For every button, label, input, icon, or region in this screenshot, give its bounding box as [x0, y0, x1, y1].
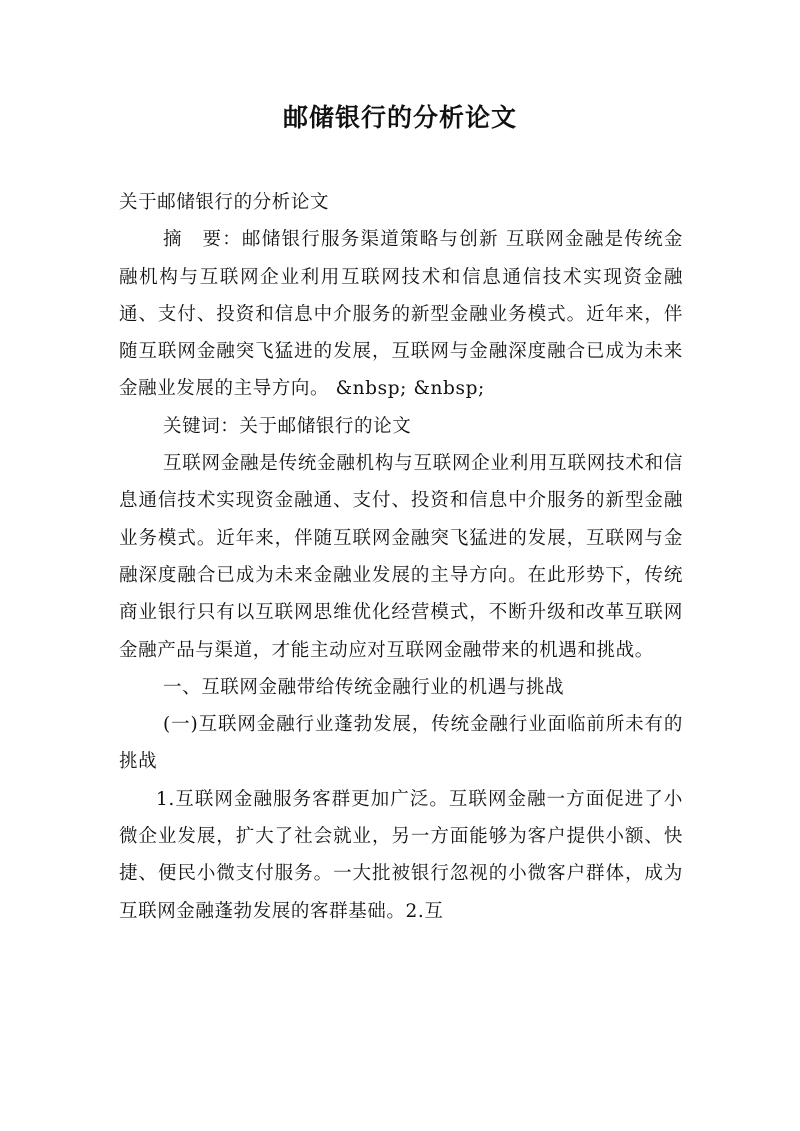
body-paragraph-2: 1.互联网金融服务客群更加广泛。互联网金融一方面促进了小微企业发展，扩大了社会就业，另一方面能够为客户提供小额、快捷、便民小微支付服务。一大批被银行忽视的小微客户群体，成为互联网金融蓬勃发展的客群基础。2.互 — [119, 788, 683, 922]
abstract-paragraph: 摘 要：邮储银行服务渠道策略与创新 互联网金融是传统金融机构与互联网企业利用互联网技术和信息通信技术实现资金融通、支付、投资和信息中介服务的新型金融业务模式。近年来，伴随互联网金融突飞猛进的发展，互联网与金融深度融合已成为未来金融业发展的主导方向。 &nbsp; &nbsp; — [119, 229, 683, 400]
section-heading-1: 一、互联网金融带给传统金融行业的机遇与挑战 — [163, 676, 565, 698]
keywords-paragraph: 关键词：关于邮储银行的论文 — [163, 415, 412, 437]
section-heading-2: (一)互联网金融行业蓬勃发展，传统金融行业面临前所未有的挑战 — [119, 714, 683, 773]
document-title: 邮储银行的分析论文 — [282, 103, 517, 132]
body-paragraph-1: 互联网金融是传统金融机构与互联网企业利用互联网技术和信息通信技术实现资金融通、支付、投资和信息中介服务的新型金融业务模式。近年来，伴随互联网金融突飞猛进的发展，互联网与金融深度融合已成为未来金融业发展的主导方向。在此形势下，传统商业银行只有以互联网思维优化经营模式，不断升级和改革互联网金融产品与渠道，才能主动应对互联网金融带来的机遇和挑战。 — [119, 453, 683, 661]
document-subtitle: 关于邮储银行的分析论文 — [119, 192, 330, 213]
document-body — [119, 184, 683, 930]
